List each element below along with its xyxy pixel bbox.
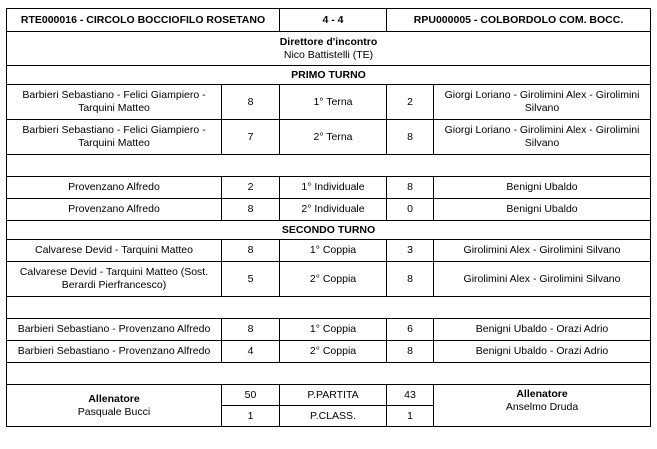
home-coach-name: Pasquale Bucci	[77, 405, 151, 418]
away-coach-label: Allenatore	[516, 388, 568, 400]
home-players: Calvarese Devid - Tarquini Matteo (Sost. Berardi Pierfrancesco)	[7, 262, 222, 297]
spacer-row	[7, 363, 651, 385]
director-row	[7, 32, 651, 66]
home-players: Calvarese Devid - Tarquini Matteo	[7, 240, 222, 262]
home-score: 2	[222, 177, 280, 199]
match-type: 1° Coppia	[280, 319, 387, 341]
class-label: P.CLASS.	[280, 406, 387, 427]
away-coach-cell	[434, 385, 651, 427]
home-score: 8	[222, 85, 280, 120]
section-title-first: PRIMO TURNO	[7, 66, 651, 85]
match-type: 1° Coppia	[280, 240, 387, 262]
home-coach-label: Allenatore	[88, 392, 140, 405]
section-row-second	[7, 221, 651, 240]
away-players: Benigni Ubaldo - Orazi Adrio	[434, 341, 651, 363]
match-row	[7, 177, 651, 199]
partita-label: P.PARTITA	[280, 385, 387, 406]
spacer-cell	[7, 297, 651, 319]
home-players: Provenzano Alfredo	[7, 177, 222, 199]
away-score: 3	[387, 240, 434, 262]
match-type: 2° Coppia	[280, 262, 387, 297]
match-row	[7, 85, 651, 120]
home-partita-points: 50	[222, 385, 280, 406]
match-type: 1° Terna	[280, 85, 387, 120]
away-class-points: 1	[387, 406, 434, 427]
home-players: Barbieri Sebastiano - Felici Giampiero - Tarquini Matteo	[7, 85, 222, 120]
away-players: Giorgi Loriano - Girolimini Alex - Girolimini Silvano	[434, 120, 651, 155]
home-score: 4	[222, 341, 280, 363]
away-score: 8	[387, 177, 434, 199]
away-players: Giorgi Loriano - Girolimini Alex - Girolimini Silvano	[434, 85, 651, 120]
director-label: Direttore d'incontro	[279, 35, 378, 48]
away-coach-name: Anselmo Druda	[505, 401, 579, 413]
home-players: Barbieri Sebastiano - Provenzano Alfredo	[7, 319, 222, 341]
match-row	[7, 262, 651, 297]
match-type: 2° Terna	[280, 120, 387, 155]
spacer-row	[7, 297, 651, 319]
match-type: 2° Individuale	[280, 199, 387, 221]
match-type: 2° Coppia	[280, 341, 387, 363]
spacer-cell	[7, 363, 651, 385]
away-players: Benigni Ubaldo - Orazi Adrio	[434, 319, 651, 341]
home-score: 8	[222, 240, 280, 262]
away-score: 8	[387, 341, 434, 363]
away-team-name: RPU000005 - COLBORDOLO COM. BOCC.	[387, 9, 651, 32]
home-score: 8	[222, 319, 280, 341]
away-players: Benigni Ubaldo	[434, 199, 651, 221]
section-title-second: SECONDO TURNO	[7, 221, 651, 240]
away-score: 0	[387, 199, 434, 221]
home-score: 5	[222, 262, 280, 297]
away-score: 8	[387, 262, 434, 297]
home-players: Barbieri Sebastiano - Provenzano Alfredo	[7, 341, 222, 363]
match-type: 1° Individuale	[280, 177, 387, 199]
away-score: 8	[387, 120, 434, 155]
match-row	[7, 199, 651, 221]
director-name: Nico Battistelli (TE)	[283, 48, 374, 61]
match-row	[7, 341, 651, 363]
away-partita-points: 43	[387, 385, 434, 406]
home-players: Provenzano Alfredo	[7, 199, 222, 221]
home-score: 7	[222, 120, 280, 155]
away-players: Girolimini Alex - Girolimini Silvano	[434, 262, 651, 297]
home-class-points: 1	[222, 406, 280, 427]
match-score: 4 - 4	[280, 9, 387, 32]
director-cell	[7, 32, 651, 66]
home-players: Barbieri Sebastiano - Felici Giampiero - Tarquini Matteo	[7, 120, 222, 155]
home-team-name: RTE000016 - CIRCOLO BOCCIOFILO ROSETANO	[7, 9, 280, 32]
away-score: 6	[387, 319, 434, 341]
match-row	[7, 240, 651, 262]
home-score: 8	[222, 199, 280, 221]
away-players: Girolimini Alex - Girolimini Silvano	[434, 240, 651, 262]
away-score: 2	[387, 85, 434, 120]
home-coach-cell	[7, 385, 222, 427]
match-row	[7, 319, 651, 341]
section-row-first	[7, 66, 651, 85]
header-row	[7, 9, 651, 32]
match-row	[7, 120, 651, 155]
spacer-row	[7, 155, 651, 177]
footer-row-partita	[7, 385, 651, 406]
away-players: Benigni Ubaldo	[434, 177, 651, 199]
match-report-table	[6, 8, 651, 427]
spacer-cell	[7, 155, 651, 177]
